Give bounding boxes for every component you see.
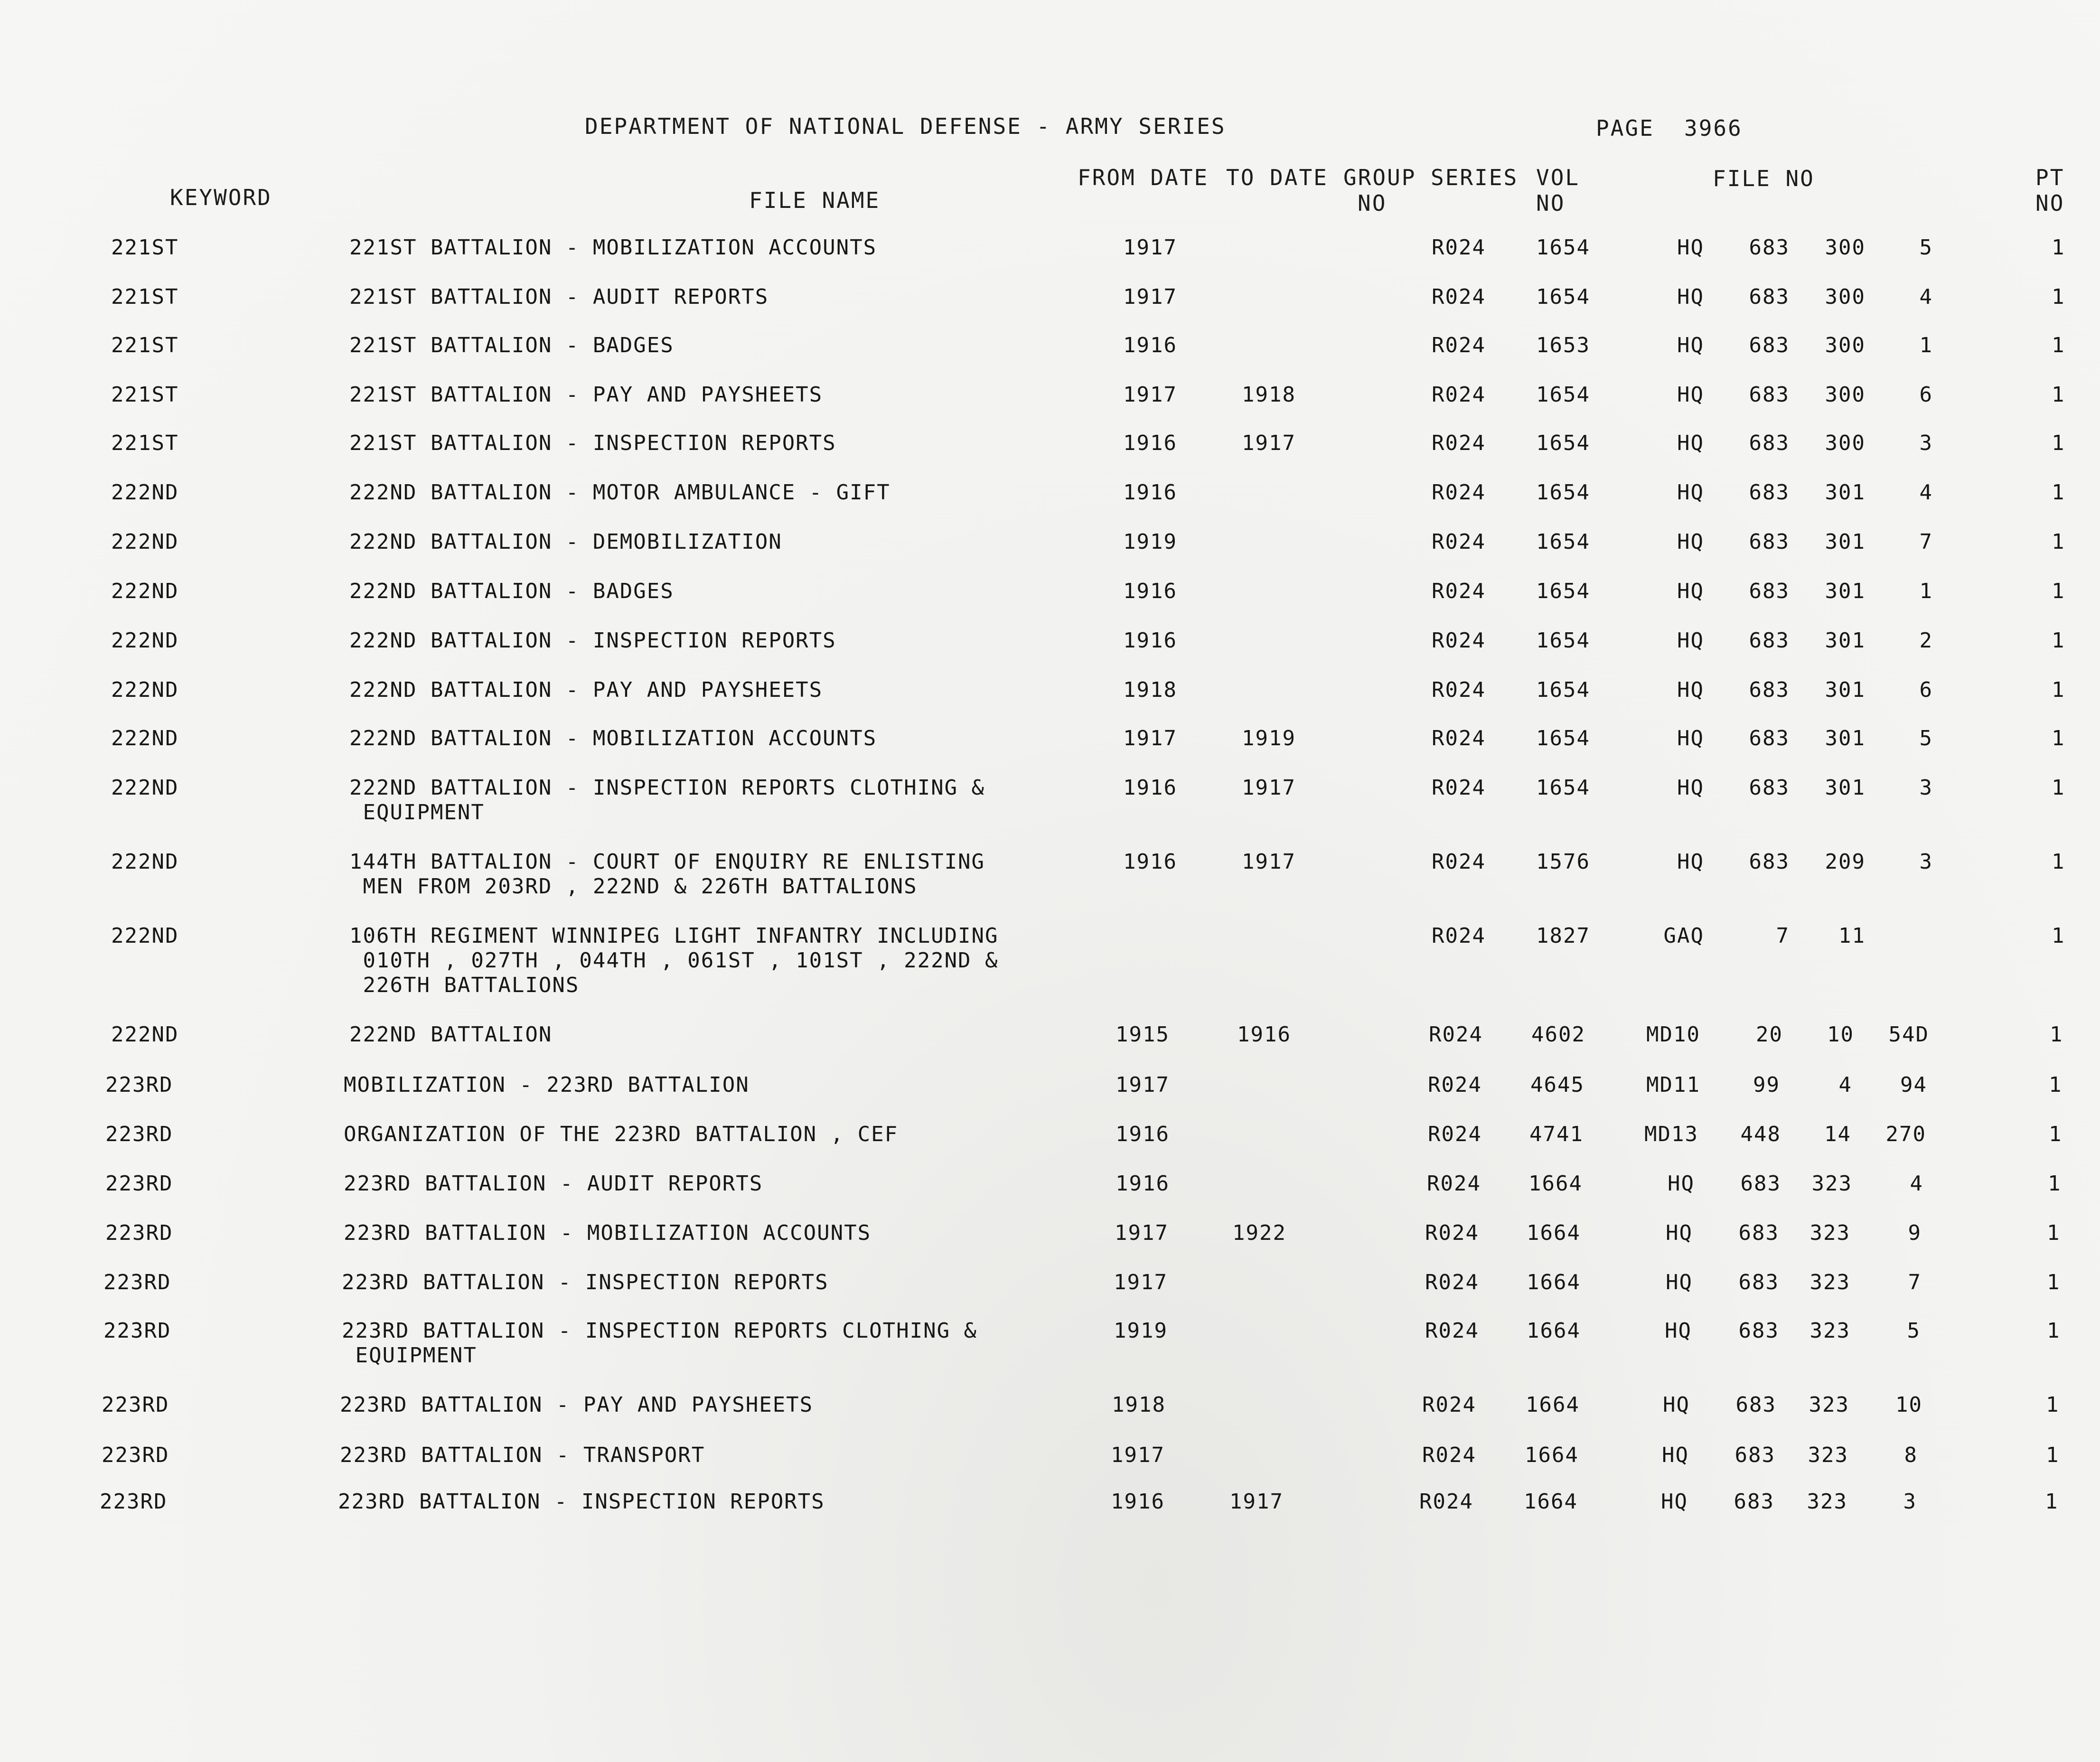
- keyword-cell: 223RD: [102, 1443, 169, 1467]
- file-name-cell: 221ST BATTALION - BADGES: [349, 333, 674, 357]
- file-no-sub-cell: 5: [1919, 726, 1933, 750]
- file-name-cell: 223RD BATTALION - TRANSPORT: [340, 1443, 705, 1467]
- pt-no-cell: 1: [2046, 1393, 2060, 1417]
- series-cell: R024: [1427, 1172, 1481, 1196]
- file-name-cell: 221ST BATTALION - AUDIT REPORTS: [349, 285, 769, 309]
- vol-no-cell: 1654: [1536, 480, 1590, 505]
- series-cell: R024: [1432, 530, 1486, 554]
- pt-no-cell: 1: [2052, 579, 2065, 603]
- file-no-prefix-cell: HQ: [1677, 579, 1704, 603]
- keyword-cell: 222ND: [111, 480, 179, 505]
- file-name-cell: 222ND BATTALION - PAY AND PAYSHEETS: [349, 678, 823, 702]
- vol-no-cell: 1654: [1536, 235, 1590, 260]
- file-no-prefix-cell: HQ: [1677, 628, 1704, 653]
- file-no-sub-cell: 94: [1900, 1073, 1927, 1097]
- from-date-cell: 1916: [1123, 579, 1177, 603]
- vol-no-cell: 1654: [1536, 530, 1590, 554]
- file-no-sub-cell: 4: [1919, 285, 1933, 309]
- vol-no-cell: 4602: [1531, 1022, 1585, 1047]
- page-label: PAGE: [1596, 115, 1654, 141]
- column-header-series: SERIES: [1431, 165, 1519, 190]
- file-no-prefix-cell: HQ: [1677, 726, 1704, 750]
- keyword-cell: 222ND: [111, 924, 179, 948]
- from-date-cell: 1917: [1123, 285, 1177, 309]
- file-no-sub-cell: 8: [1904, 1443, 1918, 1467]
- vol-no-cell: 1664: [1524, 1490, 1578, 1514]
- file-no-sub-cell: 2: [1919, 628, 1933, 653]
- file-no-block-cell: 683: [1749, 530, 1790, 554]
- file-no-number-cell: 301: [1825, 579, 1866, 603]
- file-no-block-cell: 683: [1749, 235, 1790, 260]
- pt-no-cell: 1: [2048, 1172, 2062, 1196]
- column-header-keyword: KEYWORD: [170, 185, 272, 210]
- from-date-cell: 1919: [1123, 530, 1177, 554]
- file-name-cell: 222ND BATTALION - MOTOR AMBULANCE - GIFT: [349, 480, 891, 505]
- vol-no-cell: 1654: [1536, 628, 1590, 653]
- series-cell: R024: [1432, 628, 1486, 653]
- vol-no-cell: 1654: [1536, 726, 1590, 750]
- vol-no-cell: 1664: [1527, 1319, 1581, 1343]
- from-date-cell: 1916: [1123, 628, 1177, 653]
- vol-no-cell: 1664: [1525, 1443, 1579, 1467]
- from-date-cell: 1918: [1123, 678, 1177, 702]
- column-header-to-date: TO DATE: [1226, 165, 1328, 190]
- keyword-cell: 223RD: [102, 1393, 169, 1417]
- file-name-cell: 222ND BATTALION - BADGES: [349, 579, 674, 603]
- vol-no-cell: 1664: [1527, 1270, 1581, 1294]
- from-date-cell: 1916: [1123, 431, 1177, 455]
- series-cell: R024: [1425, 1270, 1479, 1294]
- pt-no-cell: 1: [2052, 628, 2065, 653]
- file-name-cell: 223RD BATTALION - AUDIT REPORTS: [344, 1172, 763, 1196]
- from-date-cell: 1916: [1111, 1490, 1165, 1514]
- column-header-vol: VOL: [1536, 165, 1580, 190]
- pt-no-cell: 1: [2052, 333, 2065, 357]
- file-no-block-cell: 683: [1749, 579, 1790, 603]
- pt-no-cell: 1: [2050, 1022, 2063, 1047]
- file-no-block-cell: 683: [1749, 726, 1790, 750]
- file-no-prefix-cell: HQ: [1663, 1393, 1690, 1417]
- file-no-number-cell: 300: [1825, 235, 1866, 260]
- file-no-sub-cell: 5: [1919, 235, 1933, 260]
- keyword-cell: 221ST: [111, 333, 179, 357]
- file-no-block-cell: 99: [1753, 1073, 1780, 1097]
- series-cell: R024: [1422, 1443, 1476, 1467]
- from-date-cell: 1915: [1116, 1022, 1170, 1047]
- keyword-cell: 222ND: [111, 850, 179, 874]
- keyword-cell: 221ST: [111, 235, 179, 260]
- file-no-number-cell: 14: [1824, 1122, 1851, 1146]
- vol-no-cell: 1653: [1536, 333, 1590, 357]
- file-no-block-cell: 683: [1749, 678, 1790, 702]
- series-cell: R024: [1432, 383, 1486, 407]
- file-name-cell: 222ND BATTALION - INSPECTION REPORTS: [349, 628, 836, 653]
- to-date-cell: 1917: [1242, 431, 1296, 455]
- file-no-number-cell: 11: [1838, 924, 1866, 948]
- column-header-group: GROUP: [1343, 165, 1416, 190]
- to-date-cell: 1917: [1242, 776, 1296, 800]
- pt-no-cell: 1: [2052, 924, 2065, 948]
- file-no-prefix-cell: MD11: [1646, 1073, 1700, 1097]
- keyword-cell: 221ST: [111, 285, 179, 309]
- file-no-sub-cell: 3: [1919, 850, 1933, 874]
- file-no-prefix-cell: HQ: [1677, 235, 1704, 260]
- file-no-number-cell: 301: [1825, 726, 1866, 750]
- file-no-prefix-cell: HQ: [1677, 678, 1704, 702]
- series-cell: R024: [1419, 1490, 1473, 1514]
- file-no-sub-cell: 270: [1885, 1122, 1926, 1146]
- from-date-cell: 1917: [1123, 235, 1177, 260]
- keyword-cell: 222ND: [111, 678, 179, 702]
- file-no-number-cell: 300: [1825, 383, 1866, 407]
- file-no-sub-cell: 6: [1919, 678, 1933, 702]
- series-cell: R024: [1432, 579, 1486, 603]
- pt-no-cell: 1: [2052, 480, 2065, 505]
- from-date-cell: 1917: [1114, 1270, 1168, 1294]
- file-no-sub-cell: 9: [1908, 1221, 1922, 1245]
- file-name-cell: ORGANIZATION OF THE 223RD BATTALION , CEF: [344, 1122, 899, 1146]
- from-date-cell: 1917: [1111, 1443, 1165, 1467]
- file-no-block-cell: 683: [1734, 1490, 1774, 1514]
- pt-no-cell: 1: [2052, 530, 2065, 554]
- pt-no-cell: 1: [2045, 1490, 2059, 1514]
- column-header-file-no: FILE NO: [1713, 166, 1815, 191]
- series-cell: R024: [1428, 1122, 1482, 1146]
- to-date-cell: 1917: [1229, 1490, 1284, 1514]
- file-no-number-cell: 301: [1825, 776, 1866, 800]
- keyword-cell: 222ND: [111, 1022, 179, 1047]
- from-date-cell: 1916: [1123, 850, 1177, 874]
- file-no-number-cell: 323: [1809, 1221, 1850, 1245]
- series-cell: R024: [1429, 1022, 1483, 1047]
- vol-no-cell: 4741: [1529, 1122, 1584, 1146]
- pt-no-cell: 1: [2049, 1122, 2062, 1146]
- file-name-cell: 222ND BATTALION - DEMOBILIZATION: [349, 530, 782, 554]
- file-no-block-cell: 683: [1749, 628, 1790, 653]
- file-no-prefix-cell: HQ: [1677, 850, 1704, 874]
- to-date-cell: 1916: [1237, 1022, 1291, 1047]
- vol-no-cell: 4645: [1530, 1073, 1584, 1097]
- keyword-cell: 222ND: [111, 530, 179, 554]
- file-no-number-cell: 301: [1825, 530, 1866, 554]
- keyword-cell: 223RD: [100, 1490, 168, 1514]
- vol-no-cell: 1654: [1536, 431, 1590, 455]
- pt-no-cell: 1: [2049, 1073, 2062, 1097]
- file-no-prefix-cell: HQ: [1677, 776, 1704, 800]
- file-no-block-cell: 683: [1738, 1221, 1779, 1245]
- series-cell: R024: [1432, 285, 1486, 309]
- file-no-block-cell: 683: [1749, 776, 1790, 800]
- series-cell: R024: [1425, 1319, 1479, 1343]
- from-date-cell: 1917: [1116, 1073, 1170, 1097]
- file-no-sub-cell: 10: [1895, 1393, 1922, 1417]
- file-no-block-cell: 20: [1756, 1022, 1783, 1047]
- file-name-cell: 223RD BATTALION - INSPECTION REPORTS: [338, 1490, 825, 1514]
- file-no-block-cell: 683: [1749, 431, 1790, 455]
- file-no-sub-cell: 3: [1903, 1490, 1917, 1514]
- file-no-block-cell: 683: [1738, 1319, 1779, 1343]
- from-date-cell: 1917: [1123, 383, 1177, 407]
- file-no-block-cell: 683: [1749, 285, 1790, 309]
- file-no-block-cell: 448: [1740, 1122, 1781, 1146]
- file-no-sub-cell: 7: [1919, 530, 1933, 554]
- file-no-sub-cell: 5: [1907, 1319, 1921, 1343]
- vol-no-cell: 1654: [1536, 776, 1590, 800]
- file-no-number-cell: 300: [1825, 333, 1866, 357]
- pt-no-cell: 1: [2052, 850, 2065, 874]
- series-cell: R024: [1432, 678, 1486, 702]
- keyword-cell: 222ND: [111, 579, 179, 603]
- file-name-cell: 221ST BATTALION - MOBILIZATION ACCOUNTS: [349, 235, 877, 260]
- vol-no-cell: 1654: [1536, 579, 1590, 603]
- file-no-prefix-cell: HQ: [1666, 1221, 1693, 1245]
- file-no-prefix-cell: HQ: [1677, 480, 1704, 505]
- series-cell: R024: [1432, 726, 1486, 750]
- file-no-number-cell: 300: [1825, 285, 1866, 309]
- file-name-cell: 222ND BATTALION: [349, 1022, 553, 1047]
- pt-no-cell: 1: [2047, 1221, 2061, 1245]
- file-no-prefix-cell: HQ: [1661, 1490, 1688, 1514]
- vol-no-cell: 1664: [1527, 1221, 1581, 1245]
- file-no-sub-cell: 4: [1910, 1172, 1923, 1196]
- file-name-cell: 221ST BATTALION - PAY AND PAYSHEETS: [349, 383, 823, 407]
- keyword-cell: 222ND: [111, 726, 179, 750]
- file-no-number-cell: 301: [1825, 678, 1866, 702]
- from-date-cell: 1916: [1123, 480, 1177, 505]
- file-no-prefix-cell: HQ: [1677, 530, 1704, 554]
- file-no-block-cell: 7: [1776, 924, 1790, 948]
- series-cell: R024: [1432, 235, 1486, 260]
- from-date-cell: 1916: [1123, 776, 1177, 800]
- series-cell: R024: [1422, 1393, 1476, 1417]
- keyword-cell: 223RD: [105, 1122, 173, 1146]
- file-no-sub-cell: 3: [1919, 431, 1933, 455]
- file-no-number-cell: 10: [1827, 1022, 1854, 1047]
- to-date-cell: 1918: [1242, 383, 1296, 407]
- column-header-pt-no: NO: [2035, 190, 2065, 216]
- pt-no-cell: 1: [2052, 383, 2065, 407]
- file-no-prefix-cell: HQ: [1677, 383, 1704, 407]
- file-name-cell: 222ND BATTALION - INSPECTION REPORTS CLOTHING & EQUIPMENT: [349, 776, 985, 825]
- file-no-sub-cell: 6: [1919, 383, 1933, 407]
- file-name-cell: 221ST BATTALION - INSPECTION REPORTS: [349, 431, 836, 455]
- file-no-prefix-cell: HQ: [1677, 285, 1704, 309]
- file-no-prefix-cell: MD13: [1644, 1122, 1698, 1146]
- file-name-cell: MOBILIZATION - 223RD BATTALION: [344, 1073, 750, 1097]
- pt-no-cell: 1: [2047, 1270, 2061, 1294]
- file-no-prefix-cell: HQ: [1668, 1172, 1695, 1196]
- vol-no-cell: 1654: [1536, 285, 1590, 309]
- file-no-block-cell: 683: [1740, 1172, 1781, 1196]
- file-no-number-cell: 301: [1825, 480, 1866, 505]
- keyword-cell: 223RD: [105, 1073, 173, 1097]
- file-name-cell: 223RD BATTALION - INSPECTION REPORTS CLOTHING & EQUIPMENT: [342, 1319, 978, 1368]
- file-no-prefix-cell: HQ: [1666, 1270, 1693, 1294]
- pt-no-cell: 1: [2047, 1319, 2061, 1343]
- file-name-cell: 223RD BATTALION - INSPECTION REPORTS: [342, 1270, 829, 1294]
- file-no-number-cell: 323: [1808, 1443, 1848, 1467]
- series-cell: R024: [1432, 924, 1486, 948]
- file-no-sub-cell: 54D: [1888, 1022, 1929, 1047]
- pt-no-cell: 1: [2052, 678, 2065, 702]
- keyword-cell: 222ND: [111, 776, 179, 800]
- file-no-block-cell: 683: [1749, 383, 1790, 407]
- file-no-number-cell: 323: [1809, 1270, 1850, 1294]
- keyword-cell: 223RD: [103, 1319, 171, 1343]
- pt-no-cell: 1: [2052, 235, 2065, 260]
- file-no-number-cell: 4: [1838, 1073, 1852, 1097]
- column-header-from-date: FROM DATE: [1078, 165, 1209, 190]
- file-no-sub-cell: 1: [1919, 579, 1933, 603]
- pt-no-cell: 1: [2052, 776, 2065, 800]
- pt-no-cell: 1: [2052, 726, 2065, 750]
- pt-no-cell: 1: [2052, 285, 2065, 309]
- column-header-pt: PT: [2035, 165, 2065, 190]
- file-no-prefix-cell: MD10: [1646, 1022, 1700, 1047]
- file-no-prefix-cell: HQ: [1665, 1319, 1692, 1343]
- file-name-cell: 223RD BATTALION - MOBILIZATION ACCOUNTS: [344, 1221, 872, 1245]
- pt-no-cell: 1: [2052, 431, 2065, 455]
- file-no-sub-cell: 1: [1919, 333, 1933, 357]
- file-no-number-cell: 323: [1809, 1319, 1850, 1343]
- file-no-sub-cell: 3: [1919, 776, 1933, 800]
- vol-no-cell: 1664: [1526, 1393, 1580, 1417]
- file-no-sub-cell: 7: [1908, 1270, 1922, 1294]
- file-no-number-cell: 300: [1825, 431, 1866, 455]
- to-date-cell: 1922: [1232, 1221, 1286, 1245]
- keyword-cell: 222ND: [111, 628, 179, 653]
- from-date-cell: 1917: [1115, 1221, 1169, 1245]
- file-name-cell: 223RD BATTALION - PAY AND PAYSHEETS: [340, 1393, 814, 1417]
- column-header-vol-no: NO: [1536, 190, 1566, 216]
- file-no-block-cell: 683: [1749, 850, 1790, 874]
- file-no-sub-cell: 4: [1919, 480, 1933, 505]
- from-date-cell: 1916: [1116, 1172, 1170, 1196]
- from-date-cell: 1916: [1116, 1122, 1170, 1146]
- series-cell: R024: [1432, 850, 1486, 874]
- from-date-cell: 1918: [1112, 1393, 1166, 1417]
- series-cell: R024: [1432, 431, 1486, 455]
- keyword-cell: 221ST: [111, 383, 179, 407]
- series-cell: R024: [1425, 1221, 1479, 1245]
- vol-no-cell: 1654: [1536, 678, 1590, 702]
- series-cell: R024: [1428, 1073, 1482, 1097]
- from-date-cell: 1916: [1123, 333, 1177, 357]
- file-no-prefix-cell: HQ: [1662, 1443, 1689, 1467]
- file-no-block-cell: 683: [1738, 1270, 1779, 1294]
- file-no-number-cell: 323: [1809, 1393, 1849, 1417]
- file-no-number-cell: 209: [1825, 850, 1866, 874]
- file-no-block-cell: 683: [1749, 333, 1790, 357]
- vol-no-cell: 1827: [1536, 924, 1590, 948]
- vol-no-cell: 1654: [1536, 383, 1590, 407]
- keyword-cell: 223RD: [103, 1270, 171, 1294]
- page-title: DEPARTMENT OF NATIONAL DEFENSE - ARMY SERIES: [585, 113, 1226, 139]
- file-no-number-cell: 301: [1825, 628, 1866, 653]
- file-name-cell: 222ND BATTALION - MOBILIZATION ACCOUNTS: [349, 726, 877, 750]
- file-name-cell: 106TH REGIMENT WINNIPEG LIGHT INFANTRY INCLUDING 010TH , 027TH , 044TH , 061ST , 101ST , 222ND & 226TH BATTALIONS: [349, 924, 999, 997]
- keyword-cell: 221ST: [111, 431, 179, 455]
- column-header-file-name: FILE NAME: [749, 187, 881, 213]
- file-no-block-cell: 683: [1735, 1393, 1776, 1417]
- keyword-cell: 223RD: [105, 1172, 173, 1196]
- series-cell: R024: [1432, 333, 1486, 357]
- file-no-block-cell: 683: [1734, 1443, 1775, 1467]
- file-no-prefix-cell: GAQ: [1663, 924, 1704, 948]
- vol-no-cell: 1576: [1536, 850, 1590, 874]
- column-header-group-no: NO: [1358, 190, 1387, 216]
- file-no-block-cell: 683: [1749, 480, 1790, 505]
- file-no-number-cell: 323: [1811, 1172, 1852, 1196]
- from-date-cell: 1919: [1114, 1319, 1168, 1343]
- to-date-cell: 1917: [1242, 850, 1296, 874]
- from-date-cell: 1917: [1123, 726, 1177, 750]
- to-date-cell: 1919: [1242, 726, 1296, 750]
- series-cell: R024: [1432, 776, 1486, 800]
- file-no-number-cell: 323: [1807, 1490, 1847, 1514]
- file-no-prefix-cell: HQ: [1677, 431, 1704, 455]
- keyword-cell: 223RD: [105, 1221, 173, 1245]
- file-name-cell: 144TH BATTALION - COURT OF ENQUIRY RE ENLISTING MEN FROM 203RD , 222ND & 226TH BATTALIONS: [349, 850, 985, 899]
- vol-no-cell: 1664: [1528, 1172, 1583, 1196]
- pt-no-cell: 1: [2046, 1443, 2060, 1467]
- file-no-prefix-cell: HQ: [1677, 333, 1704, 357]
- page-number: 3966: [1684, 115, 1743, 141]
- series-cell: R024: [1432, 480, 1486, 505]
